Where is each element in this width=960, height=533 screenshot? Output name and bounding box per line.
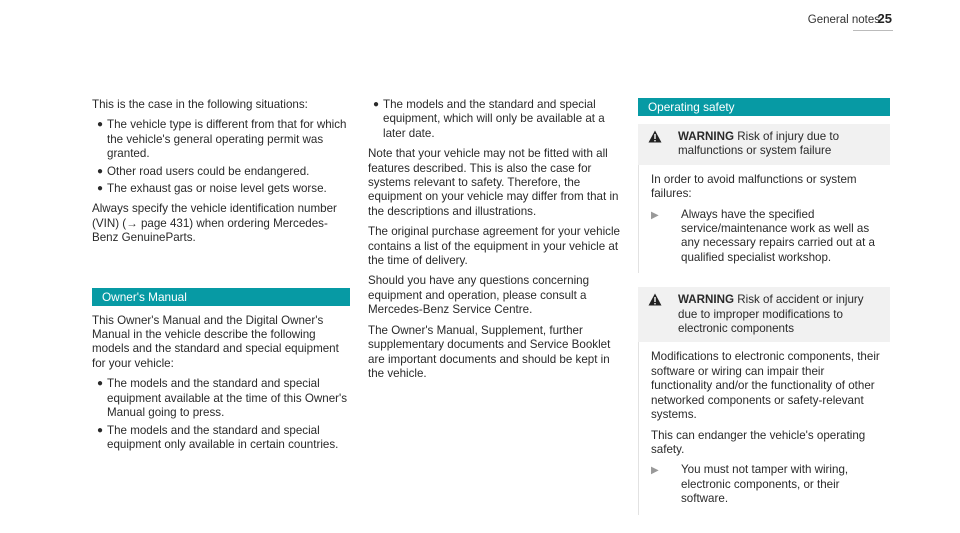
list-item-text: The models and the standard and special equipment available at the time of this Owner's Manual going to press. bbox=[107, 377, 348, 420]
warning-body bbox=[638, 342, 890, 514]
list-item bbox=[92, 165, 350, 179]
purchase-agreement-text: The original purchase agreement for your vehicle contains a list of the equipment in your vehicle at the time of delivery. bbox=[368, 225, 620, 268]
documents-text: The Owner's Manual, Supplement, further supplementary documents and Service Booklet are important documents and should be kept in the vehicle. bbox=[368, 323, 611, 380]
warning-header bbox=[638, 287, 890, 342]
section-header-owners-manual: Owner's Manual bbox=[92, 288, 350, 306]
warning-triangle-icon bbox=[648, 293, 666, 310]
list-item-text: The models and the standard and special equipment, which will only be available at a later date. bbox=[383, 98, 605, 140]
manual-paragraph: This Owner's Manual and the Digital Owner's Manual in the vehicle describe the following models and the standard and special equipment for your vehicle: bbox=[92, 313, 339, 370]
warning-header bbox=[638, 124, 890, 165]
list-item-text: The vehicle type is different from that for which the vehicle's general operating permit was granted. bbox=[107, 118, 347, 161]
bullet-dot: ● bbox=[97, 378, 104, 390]
warning-text: In order to avoid malfunctions or system failures: bbox=[651, 172, 857, 201]
bullet-dot: ● bbox=[97, 165, 104, 177]
list-item bbox=[92, 118, 350, 161]
column-2 bbox=[368, 98, 623, 387]
list-item bbox=[368, 98, 623, 141]
instruction-text: Always have the specified service/maintenance work as well as any necessary repairs carried out at a qualified specialist workshop. bbox=[681, 207, 875, 264]
bullet-dot: ● bbox=[373, 99, 380, 110]
list-item bbox=[92, 424, 350, 453]
list-item-text: The exhaust gas or noise level gets worse. bbox=[107, 182, 327, 196]
bullet-dot: ● bbox=[97, 119, 104, 131]
warning-text: This can endanger the vehicle's operating safety. bbox=[651, 428, 866, 456]
warning-block-1 bbox=[638, 124, 890, 273]
header-title: General notes bbox=[807, 14, 880, 26]
header-rule bbox=[853, 30, 893, 31]
later-models-list bbox=[368, 98, 623, 141]
bullet-dot: ● bbox=[97, 183, 104, 195]
situations-list bbox=[92, 118, 350, 196]
page-number: 25 bbox=[877, 11, 892, 26]
instruction-step bbox=[651, 208, 884, 266]
column-3 bbox=[638, 98, 890, 515]
questions-text: Should you have any questions concerning equipment and operation, please consult a Mercedes-Benz Service Centre. bbox=[368, 274, 590, 317]
list-item bbox=[92, 182, 350, 196]
instruction-text: You must not tamper with wiring, electronic components, or their software. bbox=[681, 463, 849, 506]
page-header bbox=[0, 0, 960, 40]
list-item-text: The models and the standard and special equipment only available in certain countries. bbox=[107, 423, 339, 451]
column-1 bbox=[92, 98, 350, 458]
warning-body bbox=[638, 165, 890, 273]
equipment-note: Note that your vehicle may not be fitted with all features described. This is also the case for systems relevant to safety. Therefore, the equipment on your vehicle may differ from that in the descriptions and illustrations. bbox=[368, 147, 619, 218]
warning-heading: Risk of injury due to malfunctions or system failure bbox=[678, 130, 840, 158]
play-arrow-icon: ▶ bbox=[651, 465, 659, 477]
list-item bbox=[92, 377, 350, 420]
section-header-operating-safety: Operating safety bbox=[638, 98, 890, 116]
play-arrow-icon: ▶ bbox=[651, 209, 659, 221]
vin-paragraph: Always specify the vehicle identification number (VIN) (→ page 431) when ordering Mercedes-Benz GenuineParts. bbox=[92, 202, 337, 245]
list-item-text: Other road users could be endangered. bbox=[107, 164, 310, 178]
warning-triangle-icon bbox=[648, 130, 666, 147]
intro-text: This is the case in the following situations: bbox=[92, 98, 308, 111]
instruction-step bbox=[651, 463, 884, 506]
warning-text: Modifications to electronic components, their software or wiring can impair their functionality and/or the functionality of other networked components or safety-relevant systems. bbox=[651, 350, 880, 422]
warning-heading: Risk of accident or injury due to improper modifications to electronic components bbox=[678, 293, 864, 336]
bullet-dot: ● bbox=[97, 424, 104, 436]
models-list bbox=[92, 377, 350, 452]
warning-label: WARNING bbox=[678, 293, 735, 307]
warning-label: WARNING bbox=[678, 130, 735, 143]
warning-block-2 bbox=[638, 287, 890, 514]
